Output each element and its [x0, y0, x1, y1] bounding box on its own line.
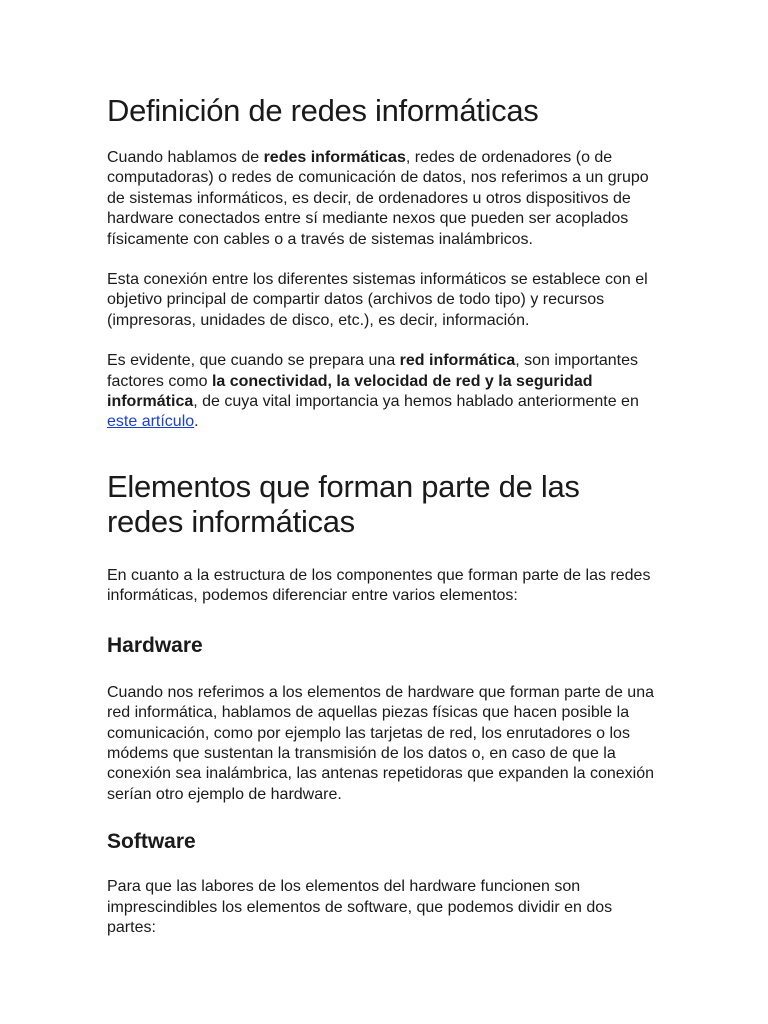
paragraph-hardware: Cuando nos referimos a los elementos de hardware que forman parte de una red informática, hablamos de aquellas piezas físicas que hacen posible la comunicación, como por ejemplo las tarjetas de red, los enrutadores o los módems que sustentan la transmisión de los datos o, en caso de que la conexión sea inalámbrica, las antenas repetidoras que expanden la conexión serían otro ejemplo de hardware.	[107, 683, 655, 803]
bold-term: redes informáticas	[263, 149, 406, 166]
paragraph-connection: Esta conexión entre los diferentes sistemas informáticos se establece con el objetivo principal de compartir datos (archivos de todo tipo) y recursos (impresoras, unidades de disco, etc.), es decir, información.	[107, 271, 648, 329]
text-run: , son importantes factores como	[107, 352, 638, 390]
text-run: .	[194, 413, 199, 431]
bold-term: la conectividad, la velocidad de red y la seguridad informática	[107, 372, 593, 411]
paragraph-definition	[107, 148, 661, 250]
heading-hardware: Hardware	[107, 633, 203, 657]
article-link[interactable]: este artículo	[107, 413, 195, 431]
heading-software: Software	[107, 830, 196, 854]
text-run: Es evidente, que cuando se prepara una	[107, 352, 400, 370]
paragraph-software: Para que las labores de los elementos del hardware funcionen son imprescindibles los elementos de software, que podemos dividir en dos partes:	[107, 878, 613, 936]
text-run: , redes de ordenadores (o de computadoras) o redes de comunicación de datos, nos referimos a un grupo de sistemas informáticos, es decir, de ordenadores u otros dispositivos de hardware conectados entre sí mediante nexos que pueden ser acoplados físicamente con cables o a través de sistemas inalámbricos.	[107, 149, 649, 248]
paragraph-structure: En cuanto a la estructura de los componentes que forman parte de las redes informáticas, podemos diferenciar entre varios elementos:	[107, 566, 651, 605]
page-title: Definición de redes informáticas	[107, 93, 539, 128]
section-title-elements: Elementos que forman parte de las redes informáticas	[107, 468, 580, 539]
bold-term: red informática	[399, 352, 516, 370]
text-run: Cuando hablamos de	[107, 149, 264, 166]
text-run: , de cuya vital importancia ya hemos hablado anteriormente en	[193, 393, 639, 411]
paragraph-factors	[107, 351, 661, 433]
